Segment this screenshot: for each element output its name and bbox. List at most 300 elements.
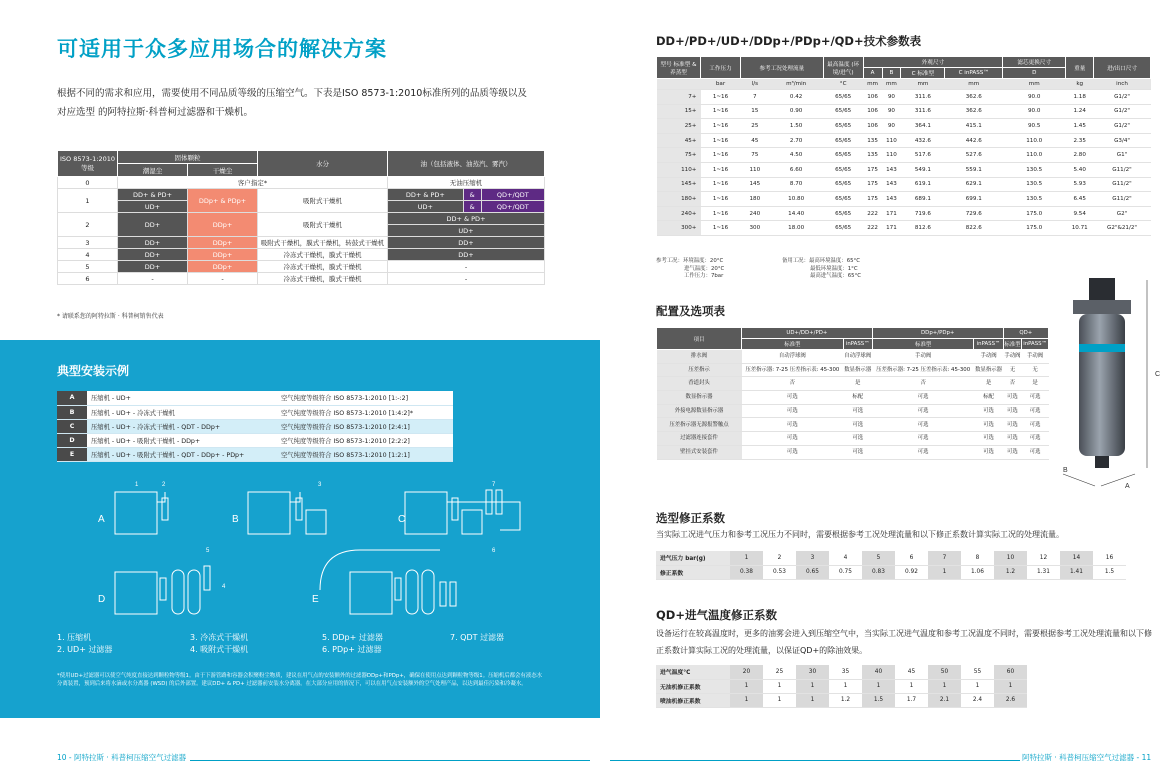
cell: 可选 bbox=[742, 418, 844, 432]
pipe-icon bbox=[290, 492, 300, 502]
cell: 25+ bbox=[657, 119, 701, 134]
table-row bbox=[657, 221, 1151, 236]
th-pressure: 工作压力 bbox=[701, 57, 741, 79]
th-c-std: C 标准型 bbox=[901, 68, 945, 79]
cell: DD+ bbox=[118, 261, 188, 273]
cell: 45 bbox=[895, 665, 928, 679]
cell: 标配 bbox=[974, 391, 1003, 405]
cell: 110+ bbox=[657, 162, 701, 177]
callout-6: 6 bbox=[492, 548, 496, 554]
th-solid: 固体颗粒 bbox=[118, 151, 258, 164]
cell: 可选 bbox=[872, 418, 974, 432]
pressure-correction-table bbox=[656, 551, 1126, 580]
callout-5: 5 bbox=[206, 548, 210, 554]
row-key: B bbox=[57, 405, 87, 419]
cell: - bbox=[188, 273, 258, 285]
iso-quality-table bbox=[57, 150, 545, 285]
cell: 65/65 bbox=[823, 148, 863, 163]
cell: 自动浮球阀 bbox=[742, 350, 844, 364]
cell: 可选 bbox=[1003, 391, 1022, 405]
row-label: 无油机修正系数 bbox=[656, 679, 730, 693]
footer-right: 阿特拉斯 · 科普柯压缩空气过滤器 - 11 bbox=[1022, 753, 1152, 762]
cell: inch bbox=[1094, 79, 1151, 90]
table-row bbox=[657, 177, 1151, 192]
compressor-icon bbox=[115, 492, 157, 534]
callout-1: 1 bbox=[135, 482, 139, 488]
cell: 3 bbox=[58, 237, 118, 249]
cell: 65/65 bbox=[823, 177, 863, 192]
note-line: 参考工况：环境温度：20°C bbox=[656, 258, 724, 264]
cell: 3 bbox=[796, 551, 829, 565]
callout-2: 2 bbox=[162, 482, 166, 488]
cell: 222 bbox=[863, 206, 882, 221]
cell: DDp+ bbox=[188, 213, 258, 237]
cell: 可选 bbox=[1022, 404, 1049, 418]
cell: 1.41 bbox=[1060, 565, 1093, 579]
table-row bbox=[57, 433, 453, 447]
cell: 110 bbox=[882, 148, 901, 163]
cell: mm bbox=[863, 79, 882, 90]
cell: 是 bbox=[843, 377, 872, 391]
cell: 143 bbox=[882, 177, 901, 192]
th-port: 进/出口尺寸 bbox=[1094, 57, 1151, 79]
th-iso: ISO 8573-1:2010 等级 bbox=[58, 151, 118, 177]
table-row bbox=[57, 447, 453, 461]
cell: 5 bbox=[58, 261, 118, 273]
cell: 0.38 bbox=[730, 565, 763, 579]
spec-note-reference bbox=[656, 258, 724, 281]
cell: 60 bbox=[994, 665, 1027, 679]
cell: - bbox=[388, 273, 545, 285]
row-key: A bbox=[57, 391, 87, 405]
cell: 1.18 bbox=[1066, 90, 1094, 105]
cell: 143 bbox=[882, 192, 901, 207]
cell: 822.6 bbox=[945, 221, 1003, 236]
cell: 175.0 bbox=[1003, 221, 1066, 236]
cell: 110.0 bbox=[1003, 133, 1066, 148]
row-key: C bbox=[57, 419, 87, 433]
legend-item: 2. UD+ 过滤器 bbox=[57, 645, 113, 654]
legend-item: 6. PDp+ 过滤器 bbox=[322, 645, 382, 654]
cell: 812.6 bbox=[901, 221, 945, 236]
legend-item: 7. QDT 过滤器 bbox=[450, 633, 505, 642]
th-d: D bbox=[1003, 68, 1066, 79]
cell: G3/4" bbox=[1094, 133, 1151, 148]
filter-icon bbox=[296, 498, 302, 520]
cell: 55 bbox=[961, 665, 994, 679]
cell: 6.45 bbox=[1066, 192, 1094, 207]
cell: 106 bbox=[863, 119, 882, 134]
cell: 冷冻式干燥机，膜式干燥机 bbox=[258, 273, 388, 285]
intro-paragraph: 根据不同的需求和应用，需要使用不同品质等级的压缩空气。下表是ISO 8573-1:2010标准所列的品质等级以及对应选型 的阿特拉斯·科普柯过滤器和干燥机。 bbox=[57, 88, 527, 118]
qd-text: 设备运行在较高温度时，更多的油雾会进入到压缩空气中，当实际工况进气温度和参考工况温度不同时，需要根据参考工况处理流量和以下修正系数计算实际工况的处理流量，以保证QD+的除油效果。 bbox=[656, 629, 1152, 655]
th-model: 型号 标准型 & 养蒸型 bbox=[657, 57, 701, 79]
cell: 10.80 bbox=[769, 192, 823, 207]
cell: 0.92 bbox=[895, 565, 928, 579]
cell: 729.6 bbox=[945, 206, 1003, 221]
cell: 415.1 bbox=[945, 119, 1003, 134]
cell: 否 bbox=[742, 377, 844, 391]
cell: 压差指示器无源报警触点 bbox=[657, 418, 742, 432]
cell: 数显指示器 bbox=[843, 363, 872, 377]
th-std: 标准型 bbox=[872, 339, 974, 350]
note-line: 最低环境温度：1°C bbox=[810, 265, 858, 272]
cell: 175 bbox=[863, 177, 882, 192]
adsorption-dryer-icon bbox=[188, 570, 200, 614]
compressor-icon bbox=[350, 572, 392, 614]
table-row bbox=[656, 551, 1126, 565]
cell: 1~16 bbox=[701, 221, 741, 236]
install-note: *使用UD+过滤器可以使空气纯度直接达到颗粒物等级1。由于下游管路和容器会积聚粉尘物质，建议在用气点的安装额外的过滤器DDp+和PDp+，确保在使用点达到颗粒物等级1。压缩机后都会有液态水分离装置，预到后来将水滴或水分离器 (WSD) 的后外部置。建议DD+ & PD+ 过滤器前安装水分离器。在大部分应用的情况下，可以在用气点安装额外的空气处理产品，以达到最佳污染和冷凝水。 bbox=[57, 673, 542, 687]
cell: 香道封头 bbox=[657, 377, 742, 391]
table-row bbox=[57, 391, 453, 405]
cell: mm bbox=[1003, 79, 1066, 90]
spec-table bbox=[656, 56, 1151, 236]
cell: mm bbox=[882, 79, 901, 90]
cell: 1.2 bbox=[994, 565, 1027, 579]
cell: 145+ bbox=[657, 177, 701, 192]
cell: 5 bbox=[862, 551, 895, 565]
cell: G11/2" bbox=[1094, 192, 1151, 207]
th-group-1: UD+/DD+/PD+ bbox=[742, 328, 873, 339]
cell: 1~16 bbox=[701, 104, 741, 119]
cell: 175 bbox=[863, 162, 882, 177]
row-label: 进气压力 bar(g) bbox=[656, 551, 730, 565]
cell: 300+ bbox=[657, 221, 701, 236]
table-row bbox=[58, 237, 545, 249]
cell: 0.90 bbox=[769, 104, 823, 119]
note-line: 最高进气温度：65°C bbox=[810, 273, 862, 279]
legend-col-2 bbox=[190, 632, 248, 656]
cell: 1.5 bbox=[862, 693, 895, 707]
filter-body-icon bbox=[1079, 314, 1125, 456]
cell: 0.53 bbox=[763, 565, 796, 579]
cell: 0.75 bbox=[829, 565, 862, 579]
footer-divider bbox=[610, 760, 1020, 761]
cell: 可选 bbox=[1003, 445, 1022, 459]
cell: DDp+ & PDp+ bbox=[188, 189, 258, 213]
cell: 1 bbox=[730, 693, 763, 707]
cell: 可选 bbox=[742, 432, 844, 446]
cell: 1.2 bbox=[829, 693, 862, 707]
cell: 130.5 bbox=[1003, 162, 1066, 177]
cell: 1 bbox=[763, 693, 796, 707]
cell: l/s bbox=[741, 79, 770, 90]
cell: 可选 bbox=[1022, 432, 1049, 446]
legend-item: 5. DDp+ 过滤器 bbox=[322, 633, 383, 642]
cell: 可选 bbox=[1003, 432, 1022, 446]
cell: 可选 bbox=[872, 404, 974, 418]
cell: 吸附式干燥机 bbox=[258, 213, 388, 237]
th-item: 项目 bbox=[657, 328, 742, 350]
cell: 30 bbox=[796, 665, 829, 679]
cell: 吸附式干燥机 bbox=[258, 189, 388, 213]
adsorption-dryer-icon bbox=[406, 570, 418, 614]
dryer-icon bbox=[462, 510, 482, 534]
cell: 可选 bbox=[974, 432, 1003, 446]
cell: 5.93 bbox=[1066, 177, 1094, 192]
cell: DD+ bbox=[118, 249, 188, 261]
row-label: 修正系数 bbox=[656, 565, 730, 579]
cell: 90.0 bbox=[1003, 104, 1066, 119]
cell: G11/2" bbox=[1094, 177, 1151, 192]
cell: 362.6 bbox=[945, 90, 1003, 105]
cell: 压差指示器: 7-25 压差指示表: 45-300 bbox=[742, 363, 844, 377]
cell: 8 bbox=[961, 551, 994, 565]
cell: 1 bbox=[862, 679, 895, 693]
th-dry: 干燥尘 bbox=[188, 164, 258, 177]
th-inpass: inPASS™ bbox=[974, 339, 1003, 350]
cell: 数显指示器 bbox=[657, 391, 742, 405]
cell: 无 bbox=[1022, 363, 1049, 377]
cell: 0 bbox=[58, 177, 118, 189]
cell: bar bbox=[701, 79, 741, 90]
th-std: 标准型 bbox=[1003, 339, 1022, 350]
table-row bbox=[657, 133, 1151, 148]
table-row bbox=[58, 273, 545, 285]
table-row bbox=[657, 350, 1049, 364]
cell: 6 bbox=[895, 551, 928, 565]
compressor-icon bbox=[248, 492, 290, 534]
th-c-inpass: C inPASS™ bbox=[945, 68, 1003, 79]
cell: 冷冻式干燥机，膜式干燥机 bbox=[258, 261, 388, 273]
cell: DD+ & PD+ bbox=[388, 189, 464, 201]
table-row bbox=[657, 148, 1151, 163]
table-row bbox=[657, 363, 1049, 377]
th-service: 滤芯更换尺寸 bbox=[1003, 57, 1066, 68]
th-oil: 油（包括液体、油蒸汽、雾汽） bbox=[388, 151, 545, 177]
cell: 4 bbox=[829, 551, 862, 565]
callout-4: 4 bbox=[222, 584, 226, 590]
install-title: 典型安装示例 bbox=[57, 364, 130, 378]
compressor-icon bbox=[115, 572, 157, 614]
table-row bbox=[657, 192, 1151, 207]
cell: 8.70 bbox=[769, 177, 823, 192]
cell: 1.06 bbox=[961, 565, 994, 579]
cell: 25 bbox=[741, 119, 770, 134]
cell: 2 bbox=[763, 551, 796, 565]
cell: 可选 bbox=[843, 445, 872, 459]
cell: DD+ bbox=[388, 249, 545, 261]
cell: 可选 bbox=[1022, 418, 1049, 432]
cell: 311.6 bbox=[901, 90, 945, 105]
cell: 15+ bbox=[657, 104, 701, 119]
cell: 1 bbox=[994, 679, 1027, 693]
cell: 175 bbox=[863, 192, 882, 207]
cell: 冷冻式干燥机，膜式干燥机 bbox=[258, 249, 388, 261]
table-row bbox=[657, 445, 1049, 459]
cell: 2.4 bbox=[961, 693, 994, 707]
table-row bbox=[656, 693, 1027, 707]
cell: 171 bbox=[882, 221, 901, 236]
cell: 689.1 bbox=[901, 192, 945, 207]
th-water: 水分 bbox=[258, 151, 388, 177]
cell: 1.45 bbox=[1066, 119, 1094, 134]
cell: 75+ bbox=[657, 148, 701, 163]
dimension-line-a bbox=[1101, 474, 1135, 486]
cell: 90 bbox=[882, 104, 901, 119]
cell: 300 bbox=[741, 221, 770, 236]
compressor-icon bbox=[405, 492, 447, 534]
cell: 可选 bbox=[742, 391, 844, 405]
th-flow: 参考工况处理流量 bbox=[741, 57, 824, 79]
cell: 517.6 bbox=[901, 148, 945, 163]
cell: 可选 bbox=[843, 432, 872, 446]
cell: 110 bbox=[882, 133, 901, 148]
row-config: 压缩机 - UD+ - 吸附式干燥机 - DDp+ bbox=[87, 433, 277, 447]
legend-col-1 bbox=[57, 632, 112, 656]
cell: 40 bbox=[862, 665, 895, 679]
cell: 吸附式干燥机，膜式干燥机，转鼓式干燥机 bbox=[258, 237, 388, 249]
cell: 240+ bbox=[657, 206, 701, 221]
cell: °C bbox=[823, 79, 863, 90]
cell: 1 bbox=[928, 679, 961, 693]
cell bbox=[657, 79, 701, 90]
table-row bbox=[656, 679, 1027, 693]
cell: 无油压缩机 bbox=[388, 177, 545, 189]
cell: 1~16 bbox=[701, 148, 741, 163]
th-a: A bbox=[863, 68, 882, 79]
temperature-correction-table bbox=[656, 665, 1027, 708]
cell: 4 bbox=[58, 249, 118, 261]
table-row bbox=[657, 432, 1049, 446]
indicator-icon bbox=[1089, 278, 1115, 302]
cell: 可选 bbox=[974, 418, 1003, 432]
cell: 45+ bbox=[657, 133, 701, 148]
legend-item: 4. 吸附式干燥机 bbox=[190, 645, 249, 654]
cell: UD+ bbox=[388, 225, 545, 237]
cell: DDp+ bbox=[188, 261, 258, 273]
table-row bbox=[58, 249, 545, 261]
cell: 20 bbox=[730, 665, 763, 679]
filter-icon bbox=[450, 582, 456, 606]
row-key: E bbox=[57, 447, 87, 461]
row-quality: 空气纯度等级符合 ISO 8573-1:2010 [1:4:2]* bbox=[277, 405, 453, 419]
cell: 362.6 bbox=[945, 104, 1003, 119]
legend-col-3 bbox=[322, 632, 383, 656]
install-table bbox=[57, 391, 453, 462]
dim-label-c: C bbox=[1155, 371, 1161, 378]
cell: 442.6 bbox=[945, 133, 1003, 148]
table-row bbox=[58, 213, 545, 225]
cell: 手动阀 bbox=[974, 350, 1003, 364]
row-quality: 空气纯度等级符合 ISO 8573-1:2010 [1:-:2] bbox=[277, 391, 453, 405]
note-line: 备用工况：最高环境温度：65°C bbox=[782, 258, 861, 264]
cell: - bbox=[118, 273, 188, 285]
cell: DDp+ bbox=[188, 237, 258, 249]
cell: 130.5 bbox=[1003, 177, 1066, 192]
cell: 65/65 bbox=[823, 221, 863, 236]
cell: DD+ bbox=[118, 213, 188, 237]
cell: 65/65 bbox=[823, 90, 863, 105]
options-table bbox=[656, 327, 1049, 460]
row-label: 喷油机修正系数 bbox=[656, 693, 730, 707]
row-quality: 空气纯度等级符合 ISO 8573-1:2010 [1:2:1] bbox=[277, 447, 453, 461]
cell: 135 bbox=[863, 133, 882, 148]
cell: 可选 bbox=[872, 391, 974, 405]
row-quality: 空气纯度等级符合 ISO 8573-1:2010 [2:2:2] bbox=[277, 433, 453, 447]
cell: 311.6 bbox=[901, 104, 945, 119]
options-title: 配置及选项表 bbox=[656, 304, 725, 318]
th-std: 标准型 bbox=[742, 339, 844, 350]
cell: 65/65 bbox=[823, 104, 863, 119]
cell: 排水阀 bbox=[657, 350, 742, 364]
table-row bbox=[57, 405, 453, 419]
cell: 619.1 bbox=[901, 177, 945, 192]
cell: 1~16 bbox=[701, 133, 741, 148]
th-inpass: inPASS™ bbox=[843, 339, 872, 350]
cell: 7+ bbox=[657, 90, 701, 105]
cell: 65/65 bbox=[823, 162, 863, 177]
spec-note-backup bbox=[782, 258, 861, 281]
cell: 699.1 bbox=[945, 192, 1003, 207]
cell: 1 bbox=[796, 693, 829, 707]
cell: 否 bbox=[872, 377, 974, 391]
cell: 35 bbox=[829, 665, 862, 679]
install-panel bbox=[0, 340, 600, 718]
cell: 可选 bbox=[974, 404, 1003, 418]
cell: QD+/QDT bbox=[481, 189, 544, 201]
correction-title: 选型修正系数 bbox=[656, 511, 725, 525]
cell: 719.6 bbox=[901, 206, 945, 221]
cell: UD+ bbox=[388, 201, 464, 213]
cell: 432.6 bbox=[901, 133, 945, 148]
cell: 12 bbox=[1027, 551, 1060, 565]
cell: 1 bbox=[928, 565, 961, 579]
cell: 可选 bbox=[1022, 445, 1049, 459]
cell: 1.7 bbox=[895, 693, 928, 707]
cell: 是 bbox=[974, 377, 1003, 391]
cell: 可选 bbox=[1003, 418, 1022, 432]
table-row bbox=[657, 391, 1049, 405]
th-wet: 潮湿尘 bbox=[118, 164, 188, 177]
correction-text: 当实际工况进气压力和参考工况压力不同时，需要根据参考工况处理流量和以下修正系数计算实际工况的处理流量。 bbox=[656, 530, 1064, 539]
th-weight: 重量 bbox=[1066, 57, 1094, 79]
cell: G2" bbox=[1094, 206, 1151, 221]
cell: 壁挂式安装套件 bbox=[657, 445, 742, 459]
cell: 2.1 bbox=[928, 693, 961, 707]
filter-icon bbox=[204, 566, 210, 590]
footnote: * 请联系您的阿特拉斯 · 科普柯销售代表 bbox=[57, 313, 164, 320]
cell: 过滤器连接套件 bbox=[657, 432, 742, 446]
note-line: 工作压力：7bar bbox=[684, 273, 724, 279]
cell: 4.50 bbox=[769, 148, 823, 163]
cell: 2.80 bbox=[1066, 148, 1094, 163]
cell: 1~16 bbox=[701, 192, 741, 207]
th-group-2: DDp+/PDp+ bbox=[872, 328, 1003, 339]
cell: 18.00 bbox=[769, 221, 823, 236]
th-dims: 外观尺寸 bbox=[863, 57, 1002, 68]
cell: 10.71 bbox=[1066, 221, 1094, 236]
cell: mm bbox=[901, 79, 945, 90]
cell: 1~16 bbox=[701, 177, 741, 192]
cell: 0.83 bbox=[862, 565, 895, 579]
cell: G2"&21/2" bbox=[1094, 221, 1151, 236]
diagram-label-c: C bbox=[398, 514, 406, 525]
filter-icon bbox=[452, 498, 458, 520]
table-row bbox=[657, 377, 1049, 391]
row-config: 压缩机 - UD+ - 吸附式干燥机 - QDT - DDp+ - PDp+ bbox=[87, 447, 277, 461]
legend-item: 3. 冷冻式干燥机 bbox=[190, 633, 249, 642]
cell: 222 bbox=[863, 221, 882, 236]
table-row bbox=[657, 404, 1049, 418]
cell: 0.65 bbox=[796, 565, 829, 579]
cell: 180+ bbox=[657, 192, 701, 207]
table-row bbox=[657, 206, 1151, 221]
cell: 压差指示器: 7-25 压差指示表: 45-300 bbox=[872, 363, 974, 377]
cell: 手动阀 bbox=[872, 350, 974, 364]
callout-3: 3 bbox=[318, 482, 322, 488]
